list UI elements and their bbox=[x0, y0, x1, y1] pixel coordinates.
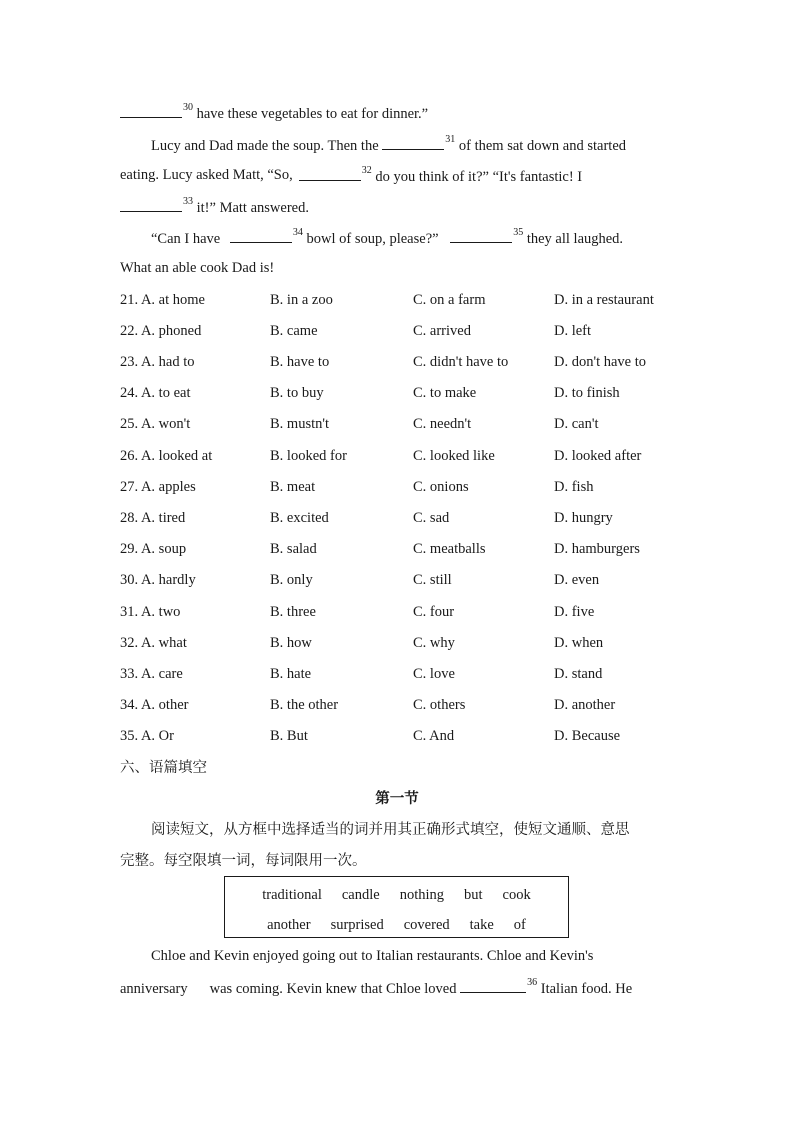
passage-text: they all laughed. bbox=[523, 231, 624, 247]
passage-line-5 bbox=[151, 227, 674, 249]
q35-option-b[interactable]: B. But bbox=[270, 728, 308, 744]
blank-number: 33 bbox=[183, 196, 193, 208]
story-line-2 bbox=[120, 977, 674, 999]
q28-option-a[interactable]: 28. A. tired bbox=[120, 510, 186, 526]
q23-option-b[interactable]: B. have to bbox=[270, 354, 330, 370]
q28-option-b[interactable]: B. excited bbox=[270, 510, 329, 526]
q22-option-a[interactable]: 22. A. phoned bbox=[120, 323, 202, 339]
q34-option-c[interactable]: C. others bbox=[413, 697, 466, 713]
q25-option-b[interactable]: B. mustn't bbox=[270, 416, 330, 432]
q26-option-a[interactable]: 26. A. looked at bbox=[120, 448, 213, 464]
word-bank-item: covered bbox=[403, 917, 450, 933]
blank-number: 31 bbox=[445, 134, 456, 146]
q23-option-a[interactable]: 23. A. had to bbox=[120, 354, 195, 370]
q33-option-d[interactable]: D. stand bbox=[554, 666, 603, 682]
q26-option-d[interactable]: D. looked after bbox=[554, 448, 642, 464]
passage-text: do you think of it?” “It's fantastic! I bbox=[371, 169, 583, 185]
q21-option-d[interactable]: D. in a restaurant bbox=[554, 292, 654, 308]
passage-line-4 bbox=[120, 196, 674, 218]
passage-line-6: What an able cook Dad is! bbox=[120, 260, 275, 276]
section-title: 六、语篇填空 bbox=[120, 760, 207, 776]
blank-number: 34 bbox=[292, 227, 303, 239]
q29-option-a[interactable]: 29. A. soup bbox=[120, 541, 187, 557]
q34-option-a[interactable]: 34. A. other bbox=[120, 697, 189, 713]
q27-option-a[interactable]: 27. A. apples bbox=[120, 479, 196, 495]
blank-number: 32 bbox=[361, 165, 372, 177]
blank-number: 35 bbox=[513, 227, 524, 239]
q23-option-c[interactable]: C. didn't have to bbox=[413, 354, 509, 370]
q22-option-c[interactable]: C. arrived bbox=[413, 323, 471, 339]
q26-option-b[interactable]: B. looked for bbox=[270, 448, 347, 464]
word-bank-item: candle bbox=[341, 887, 380, 903]
word-bank-item: traditional bbox=[262, 887, 322, 903]
q32-option-b[interactable]: B. how bbox=[270, 635, 312, 651]
q30-option-b[interactable]: B. only bbox=[270, 572, 313, 588]
q31-option-c[interactable]: C. four bbox=[413, 604, 455, 620]
q29-option-b[interactable]: B. salad bbox=[270, 541, 317, 557]
passage-line-1 bbox=[120, 102, 674, 124]
q24-option-d[interactable]: D. to finish bbox=[554, 385, 620, 401]
word-bank-row-2 bbox=[225, 915, 568, 935]
q34-option-d[interactable]: D. another bbox=[554, 697, 616, 713]
q25-option-d[interactable]: D. can't bbox=[554, 416, 599, 432]
blank-31[interactable] bbox=[382, 134, 444, 150]
q24-option-b[interactable]: B. to buy bbox=[270, 385, 324, 401]
q33-option-b[interactable]: B. hate bbox=[270, 666, 312, 682]
word-bank-box bbox=[224, 876, 569, 938]
q33-option-a[interactable]: 33. A. care bbox=[120, 666, 183, 682]
blank-30[interactable] bbox=[120, 102, 182, 118]
passage-text: it!” Matt answered. bbox=[193, 200, 309, 216]
q30-option-a[interactable]: 30. A. hardly bbox=[120, 572, 196, 588]
q22-option-b[interactable]: B. came bbox=[270, 323, 318, 339]
q22-option-d[interactable]: D. left bbox=[554, 323, 592, 339]
q29-option-c[interactable]: C. meatballs bbox=[413, 541, 486, 557]
q21-option-c[interactable]: C. on a farm bbox=[413, 292, 486, 308]
blank-33[interactable] bbox=[120, 196, 182, 212]
q32-option-a[interactable]: 32. A. what bbox=[120, 635, 187, 651]
q21-option-a[interactable]: 21. A. at home bbox=[120, 292, 205, 308]
q29-option-d[interactable]: D. hamburgers bbox=[554, 541, 640, 557]
q25-option-c[interactable]: C. needn't bbox=[413, 416, 472, 432]
word-bank-row-1 bbox=[225, 885, 568, 905]
q27-option-c[interactable]: C. onions bbox=[413, 479, 469, 495]
q28-option-c[interactable]: C. sad bbox=[413, 510, 450, 526]
section-subtitle: 第一节 bbox=[375, 791, 419, 807]
q25-option-a[interactable]: 25. A. won't bbox=[120, 416, 191, 432]
q30-option-d[interactable]: D. even bbox=[554, 572, 600, 588]
q31-option-d[interactable]: D. five bbox=[554, 604, 595, 620]
passage-fragment bbox=[293, 165, 674, 187]
instruction-line-1: 阅读短文，从方框中选择适当的词并用其正确形式填空，使短文通顺、意思 bbox=[151, 822, 630, 838]
passage-line-3 bbox=[120, 165, 674, 187]
word-bank-item: cook bbox=[502, 887, 531, 903]
word-bank-item: take bbox=[469, 917, 494, 933]
q32-option-d[interactable]: D. when bbox=[554, 635, 604, 651]
q21-option-b[interactable]: B. in a zoo bbox=[270, 292, 333, 308]
passage-text: have these vegetables to eat for dinner.” bbox=[193, 106, 429, 122]
q30-option-c[interactable]: C. still bbox=[413, 572, 452, 588]
q34-option-b[interactable]: B. the other bbox=[270, 697, 339, 713]
q35-option-d[interactable]: D. Because bbox=[554, 728, 621, 744]
q28-option-d[interactable]: D. hungry bbox=[554, 510, 613, 526]
q35-option-c[interactable]: C. And bbox=[413, 728, 455, 744]
story-text: Italian food. He bbox=[537, 981, 633, 997]
instruction-line-2: 完整。每空限填一词，每词限用一次。 bbox=[120, 853, 367, 869]
q27-option-b[interactable]: B. meat bbox=[270, 479, 316, 495]
q24-option-a[interactable]: 24. A. to eat bbox=[120, 385, 191, 401]
blank-36[interactable] bbox=[460, 977, 526, 993]
q23-option-d[interactable]: D. don't have to bbox=[554, 354, 647, 370]
story-text: Chloe and Kevin enjoyed going out to Italian restaurants. Chloe and Kevin's bbox=[151, 948, 594, 964]
q33-option-c[interactable]: C. love bbox=[413, 666, 455, 682]
word-bank-item: surprised bbox=[330, 917, 384, 933]
q35-option-a[interactable]: 35. A. Or bbox=[120, 728, 174, 744]
blank-35[interactable] bbox=[450, 227, 512, 243]
word-bank-item: but bbox=[464, 887, 483, 903]
q26-option-c[interactable]: C. looked like bbox=[413, 448, 495, 464]
story-line-1 bbox=[151, 946, 674, 966]
story-text: anniversary bbox=[120, 981, 188, 997]
passage-line-2 bbox=[151, 134, 674, 156]
passage-text: bowl of soup, please?” bbox=[302, 231, 439, 247]
passage-text: “Can I have bbox=[151, 231, 221, 247]
word-bank-item: of bbox=[513, 917, 526, 933]
blank-32[interactable] bbox=[299, 165, 361, 181]
q32-option-c[interactable]: C. why bbox=[413, 635, 455, 651]
passage-text: eating. Lucy asked Matt, “So, bbox=[120, 167, 293, 183]
passage-text: Lucy and Dad made the soup. Then the bbox=[151, 138, 379, 154]
story-text: was coming. Kevin knew that Chloe loved bbox=[209, 981, 457, 997]
q27-option-d[interactable]: D. fish bbox=[554, 479, 594, 495]
q31-option-b[interactable]: B. three bbox=[270, 604, 316, 620]
word-bank-item: nothing bbox=[399, 887, 445, 903]
q31-option-a[interactable]: 31. A. two bbox=[120, 604, 181, 620]
blank-34[interactable] bbox=[230, 227, 292, 243]
blank-number: 30 bbox=[183, 102, 193, 114]
blank-number: 36 bbox=[527, 977, 538, 989]
passage-text: of them sat down and started bbox=[455, 138, 627, 154]
word-bank-item: another bbox=[267, 917, 311, 933]
q24-option-c[interactable]: C. to make bbox=[413, 385, 477, 401]
